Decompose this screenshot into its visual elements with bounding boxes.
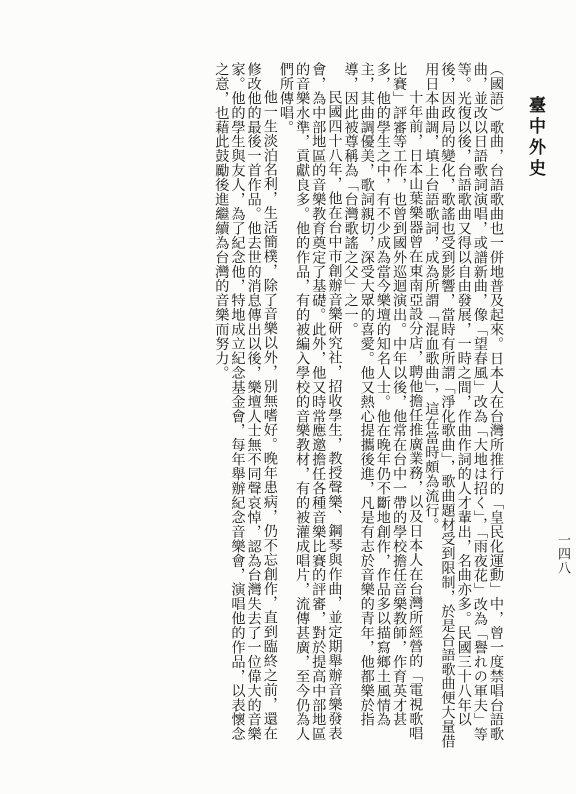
page-number: 一四八 <box>555 533 570 575</box>
running-title: 臺中外史 <box>525 96 545 180</box>
paragraph: （國語）歌曲，台語歌曲也一併地普及起來。日本人在台灣所推行的「皇民化運動」中，曾一度禁唱台語歌曲，並改以日語歌詞演唱，或譜新曲，像「望春風」改為「大地は招く」，「雨夜花」改為「譽れの軍夫」等等。光復以後，台語歌曲又得以自由發展，一時之間，作曲作詞的人才輩出，名曲亦多。民國三十八年以後，因政局的變化，歌謠也受到影響，當時有所謂「淨化歌曲」，歌曲題材受到限制，於是台語歌曲便大量借用日本曲調，填上台語歌詞，成為所謂「混血歌曲」，這在當時頗為流行。 <box>423 62 504 749</box>
paragraph: 十年前，日本山葉樂器曾在東南亞設分店，聘他擔任推廣業務，以及日本人在台灣所經營的「電視歌唱比賽」評審等工作，也曾到國外巡迴演出。中年以後，他常在台中一帶的學校擔任音樂教師，作育英才甚多，他的學生之中，有不少成為當今樂壇的知名人士。他在晚年仍不斷地創作，作品多以描寫鄉土風情為主，其曲調優美，歌詞親切，深受大眾的喜愛。他又熱心提攜後進，凡是有志於音樂的青年，他都樂於指導，因此被尊稱為「台灣歌謠之父」之一。 <box>342 62 424 741</box>
body-text <box>24 62 504 752</box>
paragraph: 他一生淡泊名利，生活簡樸，除了音樂以外，別無嗜好。晚年患病，仍不忘創作，直到臨終之前，還在修改他的最後一首作品。他去世的消息傳出以後，樂壇人士無不同聲哀悼，認為台灣失去了一位偉大的音樂家。他的學生與友人，為了紀念他，特地成立紀念基金會，每年舉辦紀念音樂會，演唱他的作品，以表懷念之意，也藉此鼓勵後進繼續為台灣的音樂而努力。 <box>213 62 278 742</box>
paragraph: 民國四十八年，他在台中市創辦音樂研究社，招收學生，教授聲樂、鋼琴與作曲，並定期舉辦音樂發表會，為中部地區的音樂教育奠定了基礎。此外，他又時常應邀擔任各種音樂比賽的評審，對於提高中部地區的音樂水準，貢獻良多。他的作品，有的被編入學校的音樂教材，有的被灌成唱片，流傳甚廣，至今仍為人們所傳唱。 <box>277 62 343 742</box>
